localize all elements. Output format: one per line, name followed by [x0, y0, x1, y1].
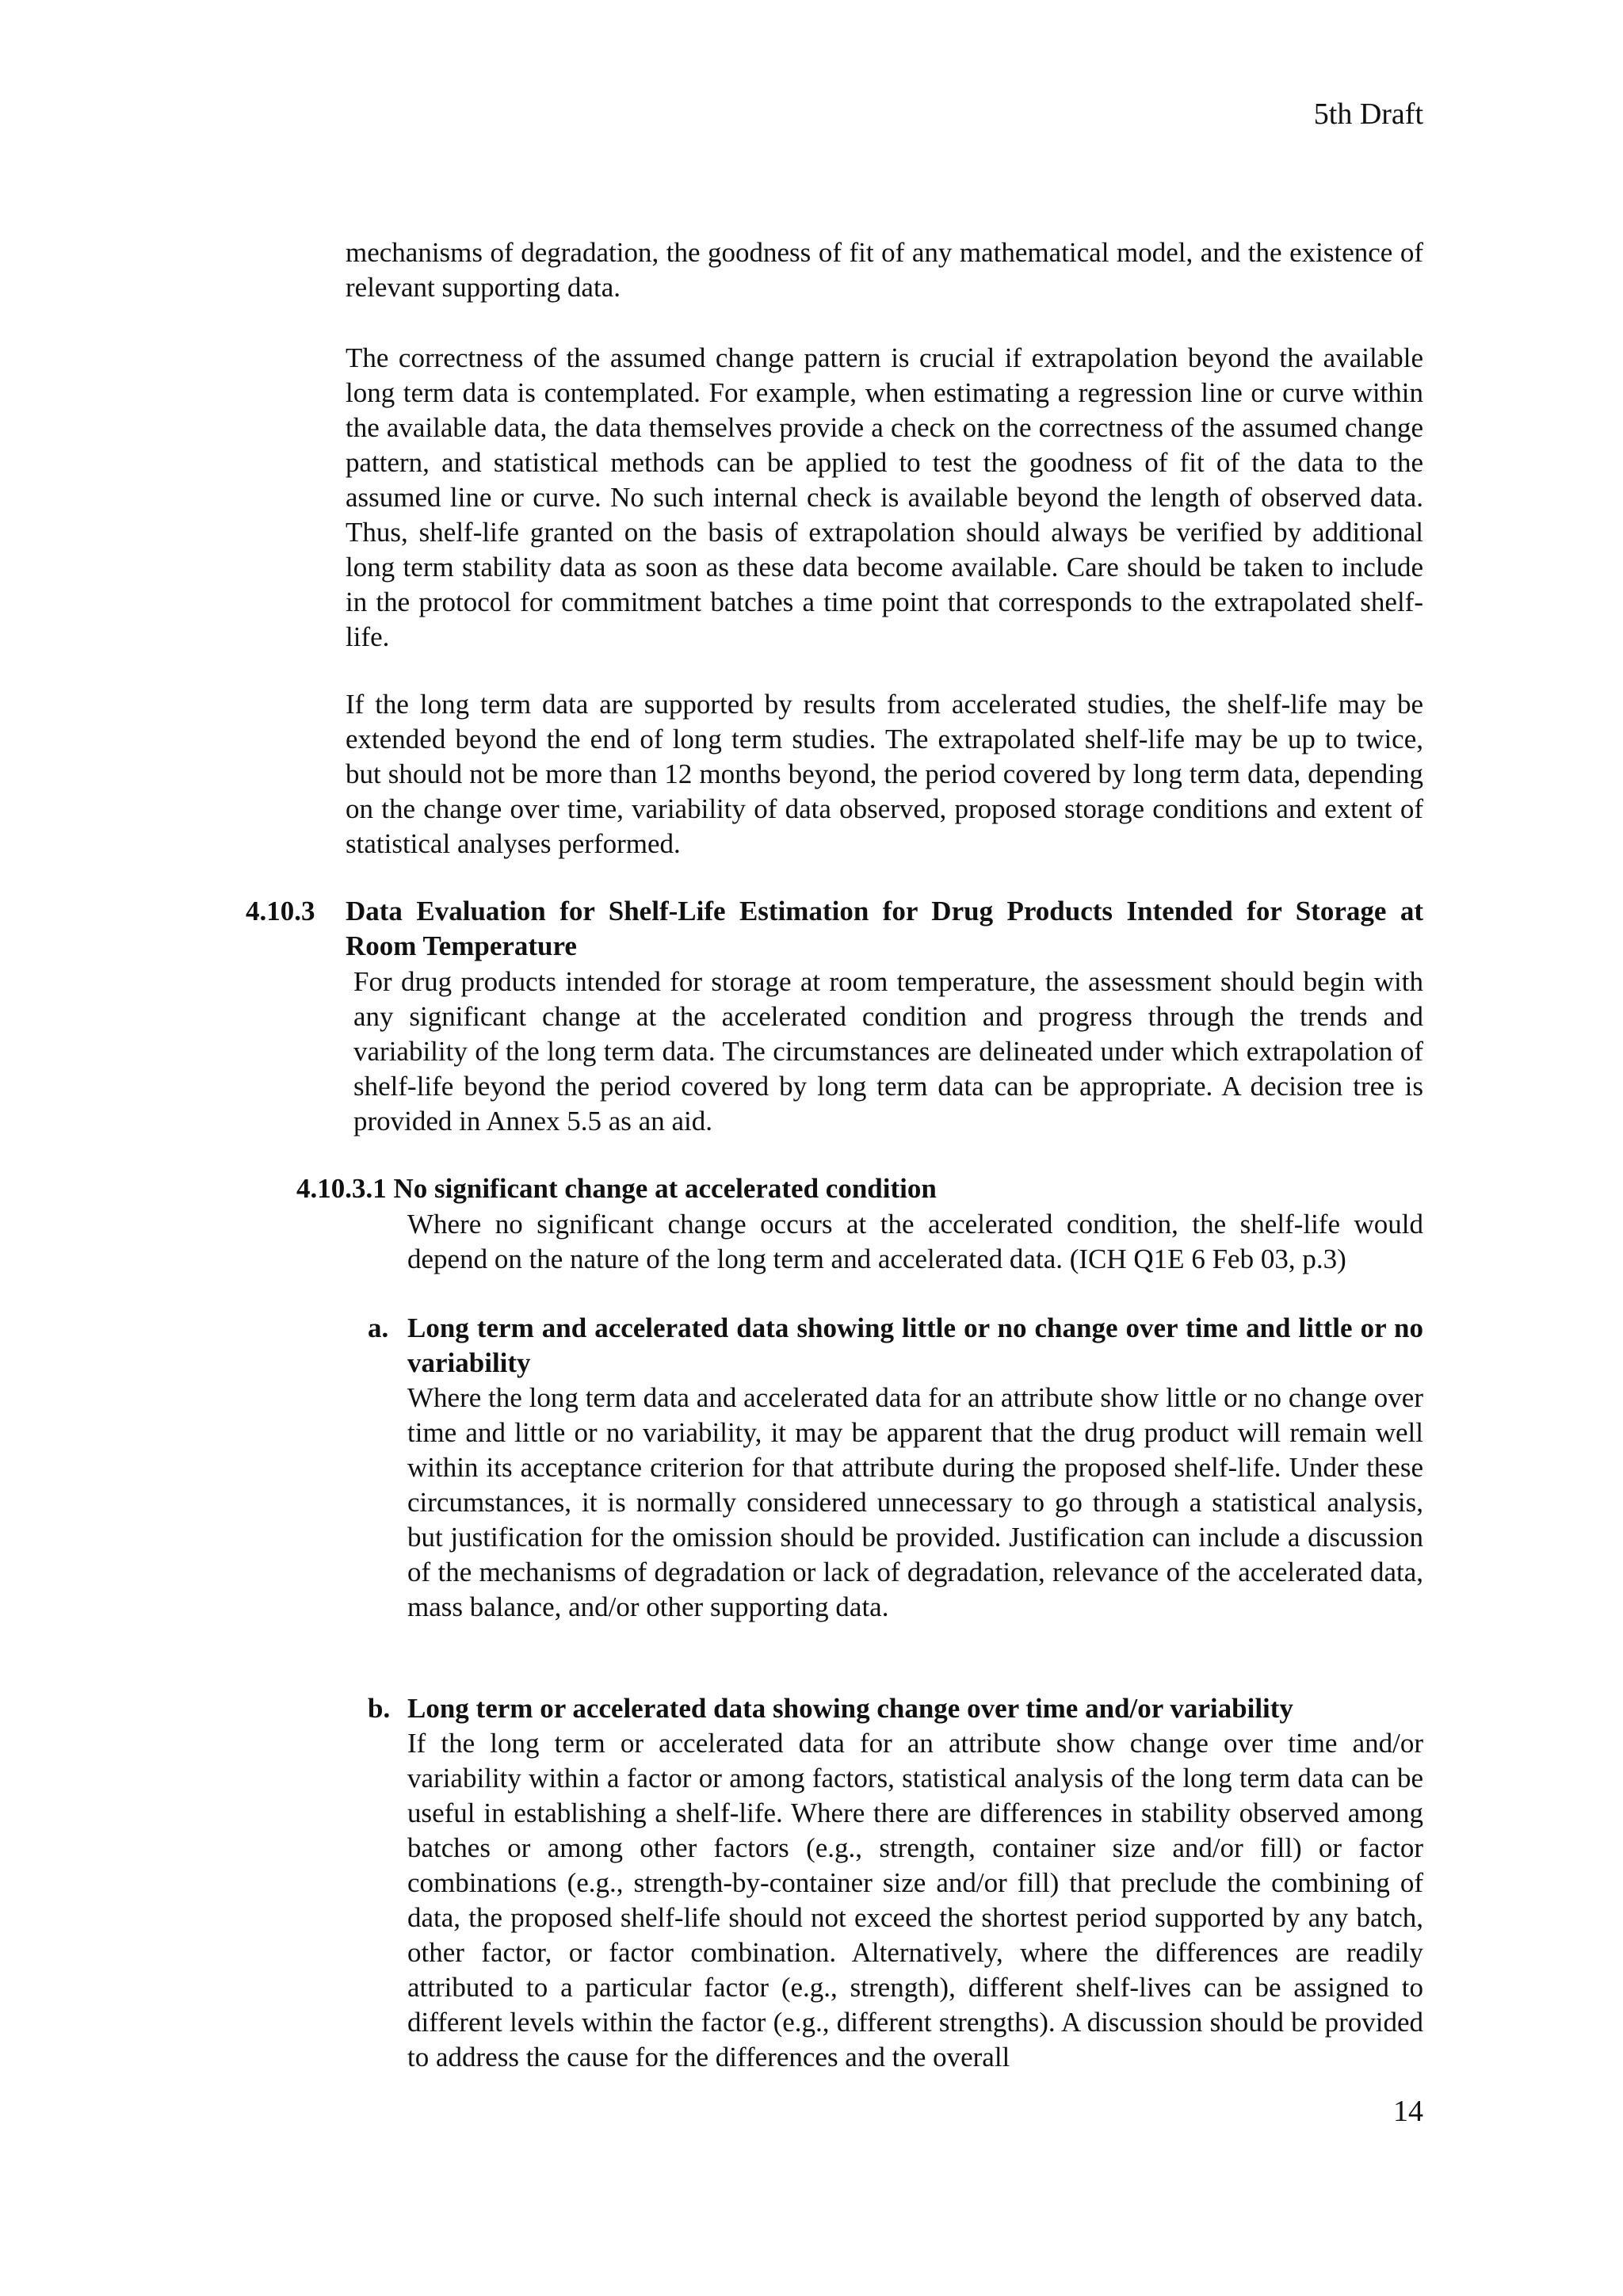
section-title: Data Evaluation for Shelf-Life Estimation for Drug Products Intended for Storage at Room Temperature — [346, 896, 1423, 961]
page-number: 14 — [1393, 2095, 1423, 2128]
list-item — [368, 1691, 1423, 2075]
list-item-body: Where the long term data and accelerated data for an attribute show little or no change over time and little or no variability, it may be apparent that the drug product will remain well within its acceptance criterion for that attribute during the proposed shelf-life. Under these circumstances, it is normally considered unnecessary to go through a statistical analysis, but justification for the omission should be provided. Justification can include a discussion of the mechanisms of degradation or lack of degradation, relevance of the accelerated data, mass balance, and/or other supporting data. — [407, 1382, 1423, 1622]
list-item-title: Long term or accelerated data showing change over time and/or variability — [407, 1693, 1293, 1724]
paragraph-text: The correctness of the assumed change pattern is crucial if extrapolation beyond the available long term data is contemplated. For example, when estimating a regression line or curve within the available data, the data themselves provide a check on the correctness of the assumed change pattern, and statistical methods can be applied to test the goodness of fit of the data to the assumed line or curve. No such internal check is available beyond the length of observed data. Thus, shelf-life granted on the basis of extrapolation should always be verified by additional long term stability data as soon as these data become available. Care should be taken to include in the protocol for commitment batches a time point that corresponds to the extrapolated shelf-life. — [346, 342, 1423, 652]
list-item-title: Long term and accelerated data showing little or no change over time and little or no variability — [407, 1312, 1423, 1378]
section-heading — [246, 894, 1423, 964]
subsection-heading: 4.10.3.1 No significant change at accelerated condition — [296, 1173, 937, 1204]
paragraph-text: For drug products intended for storage at room temperature, the assessment should begin with any significant change at the accelerated condition and progress through the trends and variability of the long term data. The circumstances are delineated under which extrapolation of shelf-life beyond the period covered by long term data can be appropriate. A decision tree is provided in Annex 5.5 as an aid. — [353, 966, 1423, 1137]
list-item-body: If the long term or accelerated data for an attribute show change over time and/or variability within a factor or among factors, statistical analysis of the long term data can be useful in establishing a shelf-life. Where there are differences in stability observed among batches or among other factors (e.g., strength, container size and/or fill) or factor combinations (e.g., strength-by-container size and/or fill) that preclude the combining of data, the proposed shelf-life should not exceed the shortest period supported by any batch, other factor, or factor combination. Alternatively, where the differences are readily attributed to a particular factor (e.g., strength), different shelf-lives can be assigned to different levels within the factor (e.g., different strengths). A discussion should be provided to address the cause for the differences and the overall — [407, 1728, 1423, 2073]
list-item — [368, 1311, 1423, 1625]
paragraph-change-pattern — [346, 341, 1423, 655]
draft-label: 5th Draft — [1313, 97, 1423, 131]
list-item-letter: b. — [368, 1693, 391, 1724]
paragraph-text: mechanisms of degradation, the goodness of fit of any mathematical model, and the existence of relevant supporting data. — [346, 237, 1423, 303]
paragraph-extrapolation — [346, 687, 1423, 861]
section-body — [353, 965, 1423, 1139]
paragraph-text: If the long term data are supported by results from accelerated studies, the shelf-life may be extended beyond the end of long term studies. The extrapolated shelf-life may be up to twice, but should not be more than 12 months beyond, the period covered by long term data, depending on the change over time, variability of data observed, proposed storage conditions and extent of statistical analyses performed. — [346, 689, 1423, 859]
list-item-letter: a. — [368, 1312, 389, 1343]
paragraph-continuation — [346, 235, 1423, 305]
subsection-body — [407, 1207, 1423, 1277]
paragraph-text: Where no significant change occurs at the accelerated condition, the shelf-life would depend on the nature of the long term and accelerated data. (ICH Q1E 6 Feb 03, p.3) — [407, 1209, 1423, 1274]
section-number: 4.10.3 — [246, 896, 315, 926]
